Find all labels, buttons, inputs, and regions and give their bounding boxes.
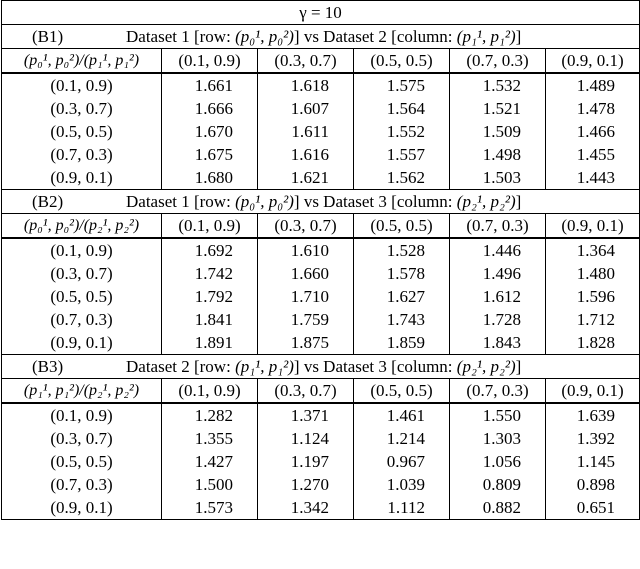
caption-col-math: (p₁¹, p₁²) [456,27,516,46]
column-header: (0.5, 0.5) [354,379,450,404]
table-row [2,450,640,473]
table-cell: 1.455 [546,143,640,166]
table-cell: 1.500 [162,473,258,496]
table-cell: 1.661 [162,73,258,97]
table-cell: 1.489 [546,73,640,97]
row-label: (0.7, 0.3) [2,308,162,331]
caption-col-math: (p₂¹, p₂²) [456,192,516,211]
table-cell: 1.532 [450,73,546,97]
column-header: (0.9, 0.1) [546,214,640,239]
table-cell: 1.680 [162,166,258,190]
table-cell: 1.503 [450,166,546,190]
column-header: (0.7, 0.3) [450,379,546,404]
table-cell: 1.496 [450,262,546,285]
table-cell: 1.742 [162,262,258,285]
table-cell: 1.355 [162,427,258,450]
table-cell: 1.611 [258,120,354,143]
caption-col-math: (p₂¹, p₂²) [456,357,516,376]
table-row [2,97,640,120]
table-cell: 1.618 [258,73,354,97]
caption-prefix: Dataset 1 [row: [126,27,236,46]
table-row [2,73,640,97]
column-header: (0.5, 0.5) [354,49,450,74]
table-row [2,120,640,143]
table-cell: 1.303 [450,427,546,450]
table-cell: 1.557 [354,143,450,166]
row-label: (0.5, 0.5) [2,285,162,308]
table-cell: 1.675 [162,143,258,166]
caption-row-math: (p₀¹, p₀²) [235,192,294,211]
row-label: (0.3, 0.7) [2,97,162,120]
column-header: (0.5, 0.5) [354,214,450,239]
row-label: (0.9, 0.1) [2,331,162,355]
table-cell: 1.342 [258,496,354,520]
table-cell: 1.466 [546,120,640,143]
table-cell: 1.446 [450,238,546,262]
block-caption [2,25,640,49]
table-cell: 1.728 [450,308,546,331]
table-cell: 1.666 [162,97,258,120]
table-cell: 1.712 [546,308,640,331]
table-cell: 1.616 [258,143,354,166]
table-cell: 1.364 [546,238,640,262]
table-row [2,473,640,496]
table-cell: 1.270 [258,473,354,496]
table-cell: 1.443 [546,166,640,190]
table-cell: 1.498 [450,143,546,166]
column-header: (0.1, 0.9) [162,214,258,239]
column-header: (0.1, 0.9) [162,49,258,74]
caption-mid: ] vs Dataset 3 [column: [293,357,457,376]
column-header: (0.3, 0.7) [258,379,354,404]
column-header: (0.7, 0.3) [450,214,546,239]
block-id: (B2) [32,192,64,211]
table-cell: 1.427 [162,450,258,473]
table-cell: 1.564 [354,97,450,120]
table-cell: 1.573 [162,496,258,520]
table-cell: 1.660 [258,262,354,285]
table-row [2,427,640,450]
column-header: (0.3, 0.7) [258,214,354,239]
caption-prefix: Dataset 1 [row: [126,192,236,211]
row-label: (0.7, 0.3) [2,473,162,496]
gamma-title-row [2,1,640,25]
table-row [2,143,640,166]
table-cell: 1.610 [258,238,354,262]
block-caption-row [2,25,640,49]
table-cell: 1.627 [354,285,450,308]
block-caption-row [2,355,640,379]
table-cell: 1.214 [354,427,450,450]
block-header-row [2,379,640,404]
table-row [2,403,640,427]
column-header: (0.7, 0.3) [450,49,546,74]
column-header: (0.9, 0.1) [546,379,640,404]
row-label: (0.9, 0.1) [2,166,162,190]
table-cell: 1.607 [258,97,354,120]
table-cell: 1.371 [258,403,354,427]
table-cell: 1.692 [162,238,258,262]
table-cell: 1.528 [354,238,450,262]
table-cell: 1.828 [546,331,640,355]
table-cell: 1.841 [162,308,258,331]
table-cell: 1.124 [258,427,354,450]
table-row [2,308,640,331]
table-cell: 1.509 [450,120,546,143]
table-cell: 0.967 [354,450,450,473]
block-id: (B1) [32,27,64,46]
row-label: (0.3, 0.7) [2,427,162,450]
table-row [2,238,640,262]
block-header-row [2,49,640,74]
table-row [2,166,640,190]
table-cell: 1.461 [354,403,450,427]
table-cell: 1.392 [546,427,640,450]
table-row [2,262,640,285]
corner-label: (p₀¹, p₀²)/(p₂¹, p₂²) [2,214,162,239]
table-cell: 0.809 [450,473,546,496]
gamma-title: γ = 10 [2,1,640,25]
table-cell: 1.521 [450,97,546,120]
table-cell: 1.670 [162,120,258,143]
table-cell: 1.480 [546,262,640,285]
row-label: (0.5, 0.5) [2,450,162,473]
column-header: (0.9, 0.1) [546,49,640,74]
results-table-body [2,1,640,520]
table-cell: 1.612 [450,285,546,308]
table-cell: 1.562 [354,166,450,190]
table-cell: 1.639 [546,403,640,427]
corner-label: (p₀¹, p₀²)/(p₁¹, p₁²) [2,49,162,74]
row-label: (0.9, 0.1) [2,496,162,520]
caption-mid: ] vs Dataset 3 [column: [293,192,457,211]
block-caption-row [2,190,640,214]
table-cell: 1.478 [546,97,640,120]
row-label: (0.1, 0.9) [2,238,162,262]
table-cell: 1.550 [450,403,546,427]
table-cell: 1.843 [450,331,546,355]
block-caption [2,190,640,214]
table-cell: 1.575 [354,73,450,97]
table-row [2,331,640,355]
table-cell: 1.596 [546,285,640,308]
caption-suffix: ] [515,27,522,46]
caption-mid: ] vs Dataset 2 [column: [293,27,457,46]
table-cell: 1.792 [162,285,258,308]
table-cell: 1.145 [546,450,640,473]
corner-label: (p₁¹, p₁²)/(p₂¹, p₂²) [2,379,162,404]
results-table [1,0,640,520]
block-id: (B3) [32,357,64,376]
row-label: (0.7, 0.3) [2,143,162,166]
table-cell: 1.282 [162,403,258,427]
table-cell: 1.875 [258,331,354,355]
caption-suffix: ] [515,192,522,211]
table-cell: 1.891 [162,331,258,355]
caption-prefix: Dataset 2 [row: [126,357,236,376]
table-cell: 1.759 [258,308,354,331]
table-cell: 1.710 [258,285,354,308]
table-cell: 1.056 [450,450,546,473]
table-cell: 1.112 [354,496,450,520]
table-cell: 1.621 [258,166,354,190]
block-header-row [2,214,640,239]
column-header: (0.1, 0.9) [162,379,258,404]
table-cell: 0.651 [546,496,640,520]
table-cell: 0.898 [546,473,640,496]
caption-suffix: ] [515,357,522,376]
table-cell: 1.197 [258,450,354,473]
row-label: (0.5, 0.5) [2,120,162,143]
table-cell: 1.578 [354,262,450,285]
table-cell: 1.743 [354,308,450,331]
row-label: (0.3, 0.7) [2,262,162,285]
table-cell: 1.552 [354,120,450,143]
table-cell: 1.859 [354,331,450,355]
block-caption [2,355,640,379]
caption-row-math: (p₁¹, p₁²) [235,357,294,376]
row-label: (0.1, 0.9) [2,73,162,97]
column-header: (0.3, 0.7) [258,49,354,74]
caption-row-math: (p₀¹, p₀²) [235,27,294,46]
table-row [2,285,640,308]
table-cell: 0.882 [450,496,546,520]
row-label: (0.1, 0.9) [2,403,162,427]
table-row [2,496,640,520]
table-cell: 1.039 [354,473,450,496]
